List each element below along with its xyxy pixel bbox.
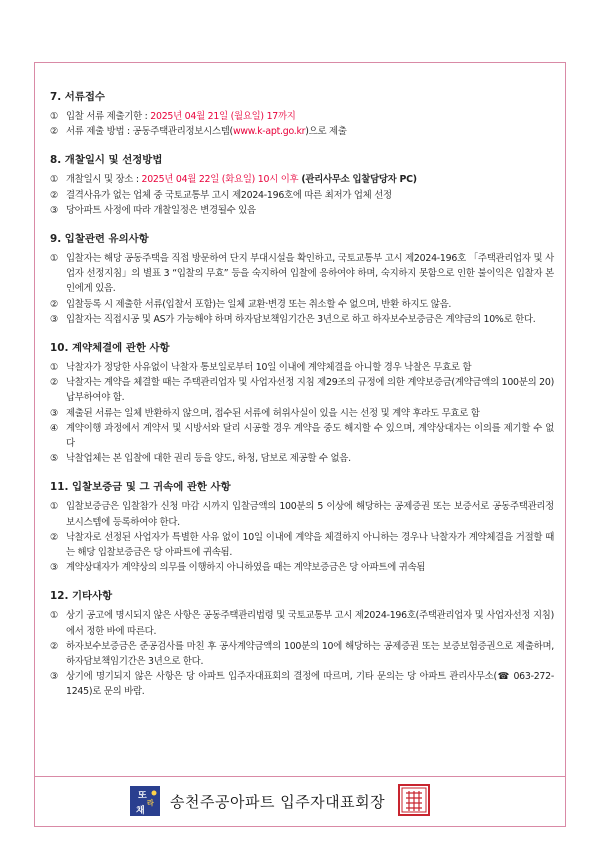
item-text — [66, 560, 554, 575]
list-item — [50, 172, 554, 187]
list-item — [50, 360, 554, 375]
list-item — [50, 109, 554, 124]
svg-text:또: 또 — [138, 791, 147, 801]
item-text — [66, 421, 554, 451]
text-run: 낙찰업체는 본 입찰에 대한 권리 등을 양도, 하청, 담보로 제공할 수 없음. — [66, 453, 351, 465]
list-item — [50, 297, 554, 312]
text-run: (관리사무소 입찰담당자 PC) — [298, 174, 417, 186]
item-number: ③ — [50, 671, 59, 683]
text-run: 낙찰자는 계약을 체결할 때는 주택관리업자 및 사업자선정 지침 제29조의 규정에 의한 계약보증금(계약금액의 100분의 20) 납부하여야 함. — [66, 377, 554, 404]
item-text — [66, 172, 554, 187]
item-text — [66, 251, 554, 297]
list-item — [50, 421, 554, 451]
section-title: 10. 계약체결에 관한 사항 — [50, 342, 170, 355]
text-run: 낙찰자로 선정된 사업자가 특별한 사유 없이 10일 이내에 계약을 체결하지 아니하는 경우나 낙찰자가 계약체결을 거절할 때는 해당 입찰보증금은 당 아파트에 귀속됨. — [66, 531, 554, 559]
list-item — [50, 251, 554, 297]
item-text — [66, 608, 554, 638]
item-number: ② — [50, 531, 59, 543]
item-number: ① — [50, 362, 59, 374]
section-title: 7. 서류접수 — [50, 91, 105, 103]
list-item — [50, 406, 554, 421]
text-run: 입찰등록 시 제출한 서류(입찰서 포함)는 일체 교환·변경 또는 취소할 수 없으며, 반환 하지도 않음. — [66, 298, 452, 310]
item-number: ② — [50, 126, 59, 138]
list-item — [50, 669, 554, 699]
item-text — [66, 375, 554, 405]
item-text — [66, 669, 554, 699]
item-number: ③ — [50, 562, 59, 574]
text-run: 입찰 서류 제출기한 : — [66, 111, 151, 122]
footer-divider — [34, 776, 566, 777]
list-item — [50, 312, 554, 327]
signature-block — [130, 784, 510, 818]
item-text — [66, 109, 554, 124]
text-run: 낙찰자가 정당한 사유없이 낙찰자 통보일로부터 10일 이내에 계약체결을 아니할 경우 낙찰은 무효로 함 — [66, 362, 472, 374]
list-item — [50, 530, 554, 560]
highlight-text: www.k-apt.go.kr — [232, 126, 306, 138]
text-run: 당아파트 사정에 따라 개찰일정은 변경될수 있음 — [66, 204, 256, 216]
item-text — [66, 451, 554, 466]
text-run: 상기 공고에 명시되지 않은 사항은 공동주택관리법령 및 국토교통부 고시 제2024-196호(주택관리업자 및 사업자선정 지침)에서 정한 바에 따른다. — [66, 610, 554, 637]
item-number: ① — [50, 111, 59, 122]
list-item — [50, 203, 554, 218]
section — [50, 480, 554, 575]
text-run: 개찰일시 및 장소 : — [66, 174, 142, 186]
section — [50, 90, 554, 139]
list-item — [50, 188, 554, 203]
section — [50, 232, 554, 327]
text-run: 입찰보증금은 입찰참가 신청 마감 시까지 입찰금액의 100분의 5 이상에 해당하는 공제증권 또는 보증서로 공동주택관리정보시스템에 등록하여야 한다. — [66, 501, 554, 528]
item-text — [66, 312, 554, 327]
text-run: 계약상대자가 계약상의 의무를 이행하지 아니하였을 때는 계약보증금은 당 아파트에 귀속됨 — [66, 562, 426, 574]
apartment-logo-icon — [130, 786, 160, 816]
item-text — [66, 406, 554, 421]
item-number: ① — [50, 501, 59, 513]
list-item — [50, 560, 554, 575]
text-run: 입찰자는 해당 공동주택을 직접 방문하여 단지 부대시설을 확인하고, 국토교통부 고시 제2024-196호 「주택관리업자 및 사업자 선정지침」의 별표 3 “입찰의 무효” 등을 숙지하여 입찰에 응하여야 하며, 숙지하지 못함으로 인한 불이익은 입찰자 본인에게 있음. — [66, 253, 554, 295]
item-text — [66, 203, 554, 218]
text-run: 상기에 명기되지 않은 사항은 당 아파트 입주자대표회의 결정에 따르며, 기타 문의는 당 아파트 관리사무소(☎ 063-272-1245)로 문의 바람. — [66, 671, 554, 698]
item-text — [66, 530, 554, 560]
section — [50, 153, 554, 218]
item-text — [66, 124, 554, 139]
list-item — [50, 608, 554, 638]
item-number: ① — [50, 253, 59, 265]
item-number: ② — [50, 189, 59, 201]
list-item — [50, 124, 554, 139]
highlight-text: 2025년 04월 21일 (월요일) 17까지 — [150, 111, 296, 122]
item-number: ① — [50, 174, 59, 186]
list-item — [50, 375, 554, 405]
svg-text:채: 채 — [136, 806, 145, 816]
svg-text:라: 라 — [147, 799, 154, 807]
section-title: 9. 입찰관련 유의사항 — [50, 233, 149, 246]
text-run: 입찰자는 직접시공 및 AS가 가능해야 하며 하자담보책임기간은 3년으로 하고 하자보수보증금은 계약금의 10%로 한다. — [66, 313, 536, 325]
official-seal-icon — [398, 784, 430, 816]
item-text — [66, 499, 554, 529]
item-text — [66, 360, 554, 375]
item-number: ② — [50, 377, 59, 389]
section-title: 12. 기타사항 — [50, 590, 113, 603]
section-title: 8. 개찰일시 및 선정방법 — [50, 154, 163, 167]
text-run: 제출된 서류는 일체 반환하지 않으며, 접수된 서류에 허위사실이 있을 시는 선정 및 계약 후라도 무효로 함 — [66, 407, 480, 419]
list-item — [50, 499, 554, 529]
list-item — [50, 639, 554, 669]
item-text — [66, 188, 554, 203]
item-number: ④ — [50, 422, 59, 434]
text-run: 서류 제출 방법 : 공동주택관리정보시스템( — [66, 126, 233, 138]
item-number: ③ — [50, 407, 59, 419]
notice-body — [50, 90, 554, 714]
item-text — [66, 297, 554, 312]
section-title: 11. 입찰보증금 및 그 귀속에 관한 사항 — [50, 481, 231, 494]
text-run: )으로 제출 — [305, 126, 347, 138]
item-number: ② — [50, 640, 59, 652]
item-text — [66, 639, 554, 669]
section — [50, 341, 554, 466]
item-number: ③ — [50, 204, 59, 216]
signer-name: 송천주공아파트 입주자대표회장 — [170, 793, 386, 811]
highlight-text: 2025년 04월 22일 (화요일) 10시 이후 — [141, 174, 299, 186]
text-run: 계약이행 과정에서 계약서 및 시방서와 달리 시공할 경우 계약을 중도 해지할 수 있으며, 계약상대자는 이의를 제기할 수 없다 — [66, 422, 554, 450]
section — [50, 589, 554, 699]
item-number: ② — [50, 298, 59, 310]
item-number: ③ — [50, 313, 59, 325]
item-number: ⑤ — [50, 453, 59, 465]
list-item — [50, 451, 554, 466]
item-number: ① — [50, 610, 59, 622]
text-run: 결격사유가 없는 업체 중 국토교통부 고시 제2024-196호에 따른 최저가 업체 선정 — [66, 189, 392, 201]
text-run: 하자보수보증금은 준공검사를 마친 후 공사계약금액의 100분의 10에 해당하는 공제증권 또는 보증보험증권으로 제출하며, 하자담보책임기간은 3년으로 한다. — [66, 640, 554, 668]
